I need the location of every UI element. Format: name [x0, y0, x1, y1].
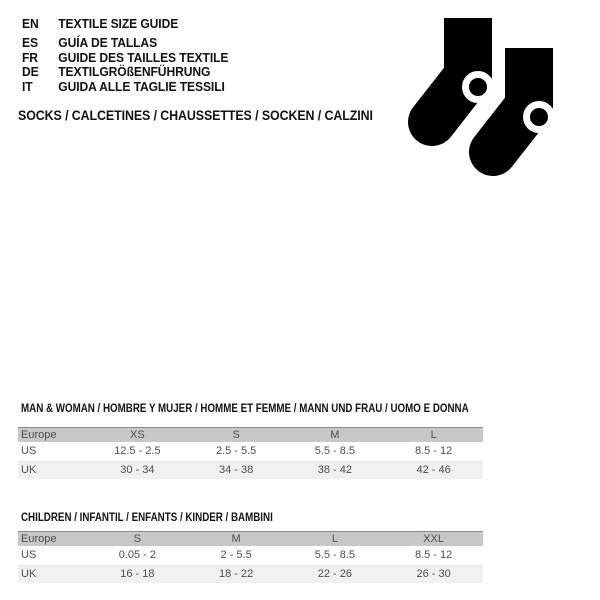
size-cell: 5.5 - 8.5 — [314, 549, 356, 562]
language-code: FR — [22, 49, 38, 65]
size-cell: 18 - 22 — [219, 568, 254, 580]
language-label: TEXTILE SIZE GUIDE — [58, 16, 179, 31]
table-header-row — [18, 531, 483, 546]
language-label: GUIDA ALLE TAGLIE TESSILI — [58, 79, 225, 95]
size-cell: 38 - 42 — [317, 464, 352, 476]
row-label-us: US — [21, 445, 37, 458]
adult-size-table — [18, 427, 483, 479]
column-header-size: M — [330, 429, 340, 441]
column-header-size: XS — [130, 429, 145, 441]
adult-table-title: MAN & WOMAN / HOMBRE Y MUJER / HOMME ET FEMME / MANN UND FRAU / UOMO E DONNA — [21, 403, 469, 415]
size-cell: 0.05 - 2 — [118, 549, 157, 562]
language-row-de — [22, 65, 228, 80]
size-cell: 8.5 - 12 — [414, 445, 453, 458]
row-label-uk: UK — [21, 464, 37, 476]
column-header-size: L — [430, 429, 437, 441]
language-label: GUIDE DES TAILLES TEXTILE — [58, 49, 229, 65]
size-cell: 8.5 - 12 — [414, 549, 453, 562]
language-row-fr — [22, 51, 228, 66]
size-cell: 26 - 30 — [416, 568, 451, 580]
size-cell: 42 - 46 — [416, 464, 451, 476]
language-list — [22, 17, 244, 95]
size-cell: 22 - 26 — [317, 568, 352, 580]
column-header-europe: Europe — [21, 533, 57, 545]
column-header-size: L — [331, 533, 338, 545]
language-row-en — [22, 17, 228, 32]
column-header-size: XXL — [423, 533, 445, 545]
size-cell: 16 - 18 — [120, 568, 155, 580]
column-header-size: S — [232, 429, 240, 441]
language-row-es — [22, 36, 228, 51]
category-title: SOCKS / CALCETINES / CHAUSSETTES / SOCKEN / CALZINI — [18, 108, 373, 123]
table-row-us — [18, 442, 483, 461]
table-header-row — [18, 427, 483, 442]
row-label-uk: UK — [21, 568, 37, 580]
language-code: DE — [22, 64, 39, 80]
language-code: EN — [22, 16, 39, 31]
sock-front — [493, 48, 553, 152]
size-cell: 2 - 5.5 — [220, 549, 252, 562]
table-row-us — [18, 546, 483, 565]
table-row-uk — [18, 461, 483, 479]
size-cell: 5.5 - 8.5 — [314, 445, 356, 458]
column-header-size: S — [133, 533, 142, 545]
column-header-size: M — [231, 533, 241, 545]
language-code: ES — [22, 34, 38, 50]
table-row-uk — [18, 565, 483, 583]
size-cell: 30 - 34 — [120, 464, 155, 476]
language-row-it — [22, 80, 228, 95]
sock-back — [432, 18, 492, 122]
children-size-table — [18, 531, 483, 583]
children-table-title: CHILDREN / INFANTIL / ENFANTS / KINDER / BAMBINI — [21, 512, 273, 524]
socks-icon — [406, 16, 556, 178]
size-cell: 2.5 - 5.5 — [215, 445, 257, 458]
size-cell: 12.5 - 2.5 — [114, 445, 161, 458]
column-header-europe: Europe — [21, 429, 57, 441]
size-cell: 34 - 38 — [219, 464, 254, 476]
language-code: IT — [22, 79, 33, 95]
row-label-us: US — [21, 549, 37, 562]
language-label: GUÍA DE TALLAS — [58, 34, 158, 50]
language-label: TEXTILGRÖßENFÜHRUNG — [58, 64, 211, 80]
